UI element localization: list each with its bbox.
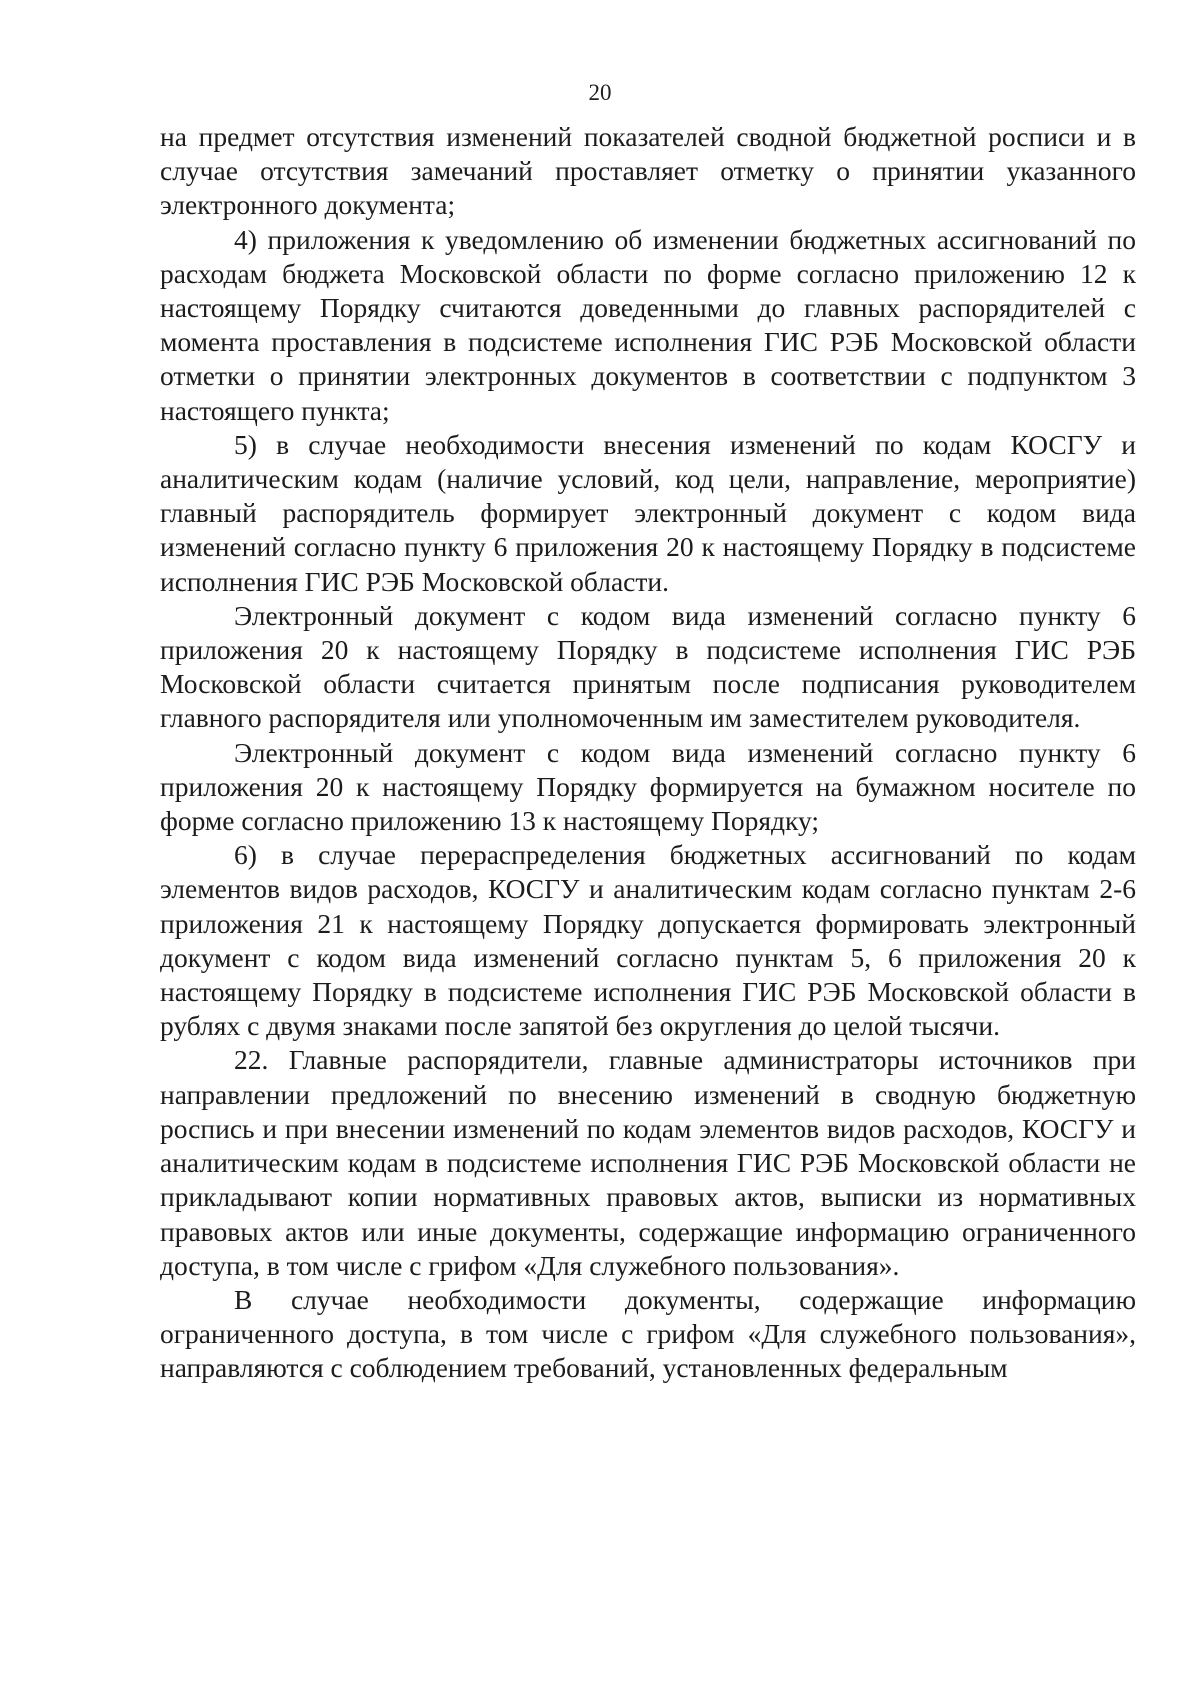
paragraph-clause-22: 22. Главные распорядители, главные администраторы источников при направлении предложений по внесению изменений в сводную бюджетную роспись и при внесении изменений по кодам элементов видов расходов, КОСГУ и аналитическим кодам в подсистеме исполнения ГИС РЭБ Московской области не прикладывают копии нормативных правовых актов, выписки из нормативных правовых актов или иные документы, содержащие информацию ограниченного доступа, в том числе с грифом «Для служебного пользования».	[160, 1044, 1136, 1281]
paragraph-item-6: 6) в случае перераспределения бюджетных ассигнований по кодам элементов видов расходов, КОСГУ и аналитическим кодам согласно пунктам 2-6 приложения 21 к настоящему Порядку допускается формировать электронный документ с кодом вида изменений согласно пунктам 5, 6 приложения 20 к настоящему Порядку в подсистеме исполнения ГИС РЭБ Московской области в рублях с двумя знаками после запятой без округления до целой тысячи.	[160, 839, 1136, 1042]
document-body	[160, 120, 1136, 1386]
paragraph-continuation: на предмет отсутствия изменений показателей сводной бюджетной росписи и в случае отсутствия замечаний проставляет отметку о принятии указанного электронного документа;	[160, 121, 1136, 221]
paragraph-electronic-document-accepted: Электронный документ с кодом вида изменений согласно пункту 6 приложения 20 к настоящему Порядку в подсистеме исполнения ГИС РЭБ Московской области считается принятым после подписания руководителем главного распорядителя или уполномоченным им заместителем руководителя.	[160, 599, 1136, 734]
page-number: 20	[588, 80, 612, 105]
paragraph-item-5: 5) в случае необходимости внесения изменений по кодам КОСГУ и аналитическим кодам (наличие условий, код цели, направление, мероприятие) главный распорядитель формирует электронный документ с кодом вида изменений согласно пункту 6 приложения 20 к настоящему Порядку в подсистеме исполнения ГИС РЭБ Московской области.	[160, 428, 1136, 597]
paragraph-item-4: 4) приложения к уведомлению об изменении бюджетных ассигнований по расходам бюджета Московской области по форме согласно приложению 12 к настоящему Порядку считаются доведенными до главных распорядителей с момента проставления в подсистеме исполнения ГИС РЭБ Московской области отметки о принятии электронных документов в соответствии с подпунктом 3 настоящего пункта;	[160, 223, 1136, 426]
paragraph-restricted-documents: В случае необходимости документы, содержащие информацию ограниченного доступа, в том числе с грифом «Для служебного пользования», направляются с соблюдением требований, установленных федеральным	[160, 1283, 1136, 1384]
paragraph-electronic-document-paper: Электронный документ с кодом вида изменений согласно пункту 6 приложения 20 к настоящему Порядку формируется на бумажном носителе по форме согласно приложению 13 к настоящему Порядку;	[160, 736, 1136, 837]
